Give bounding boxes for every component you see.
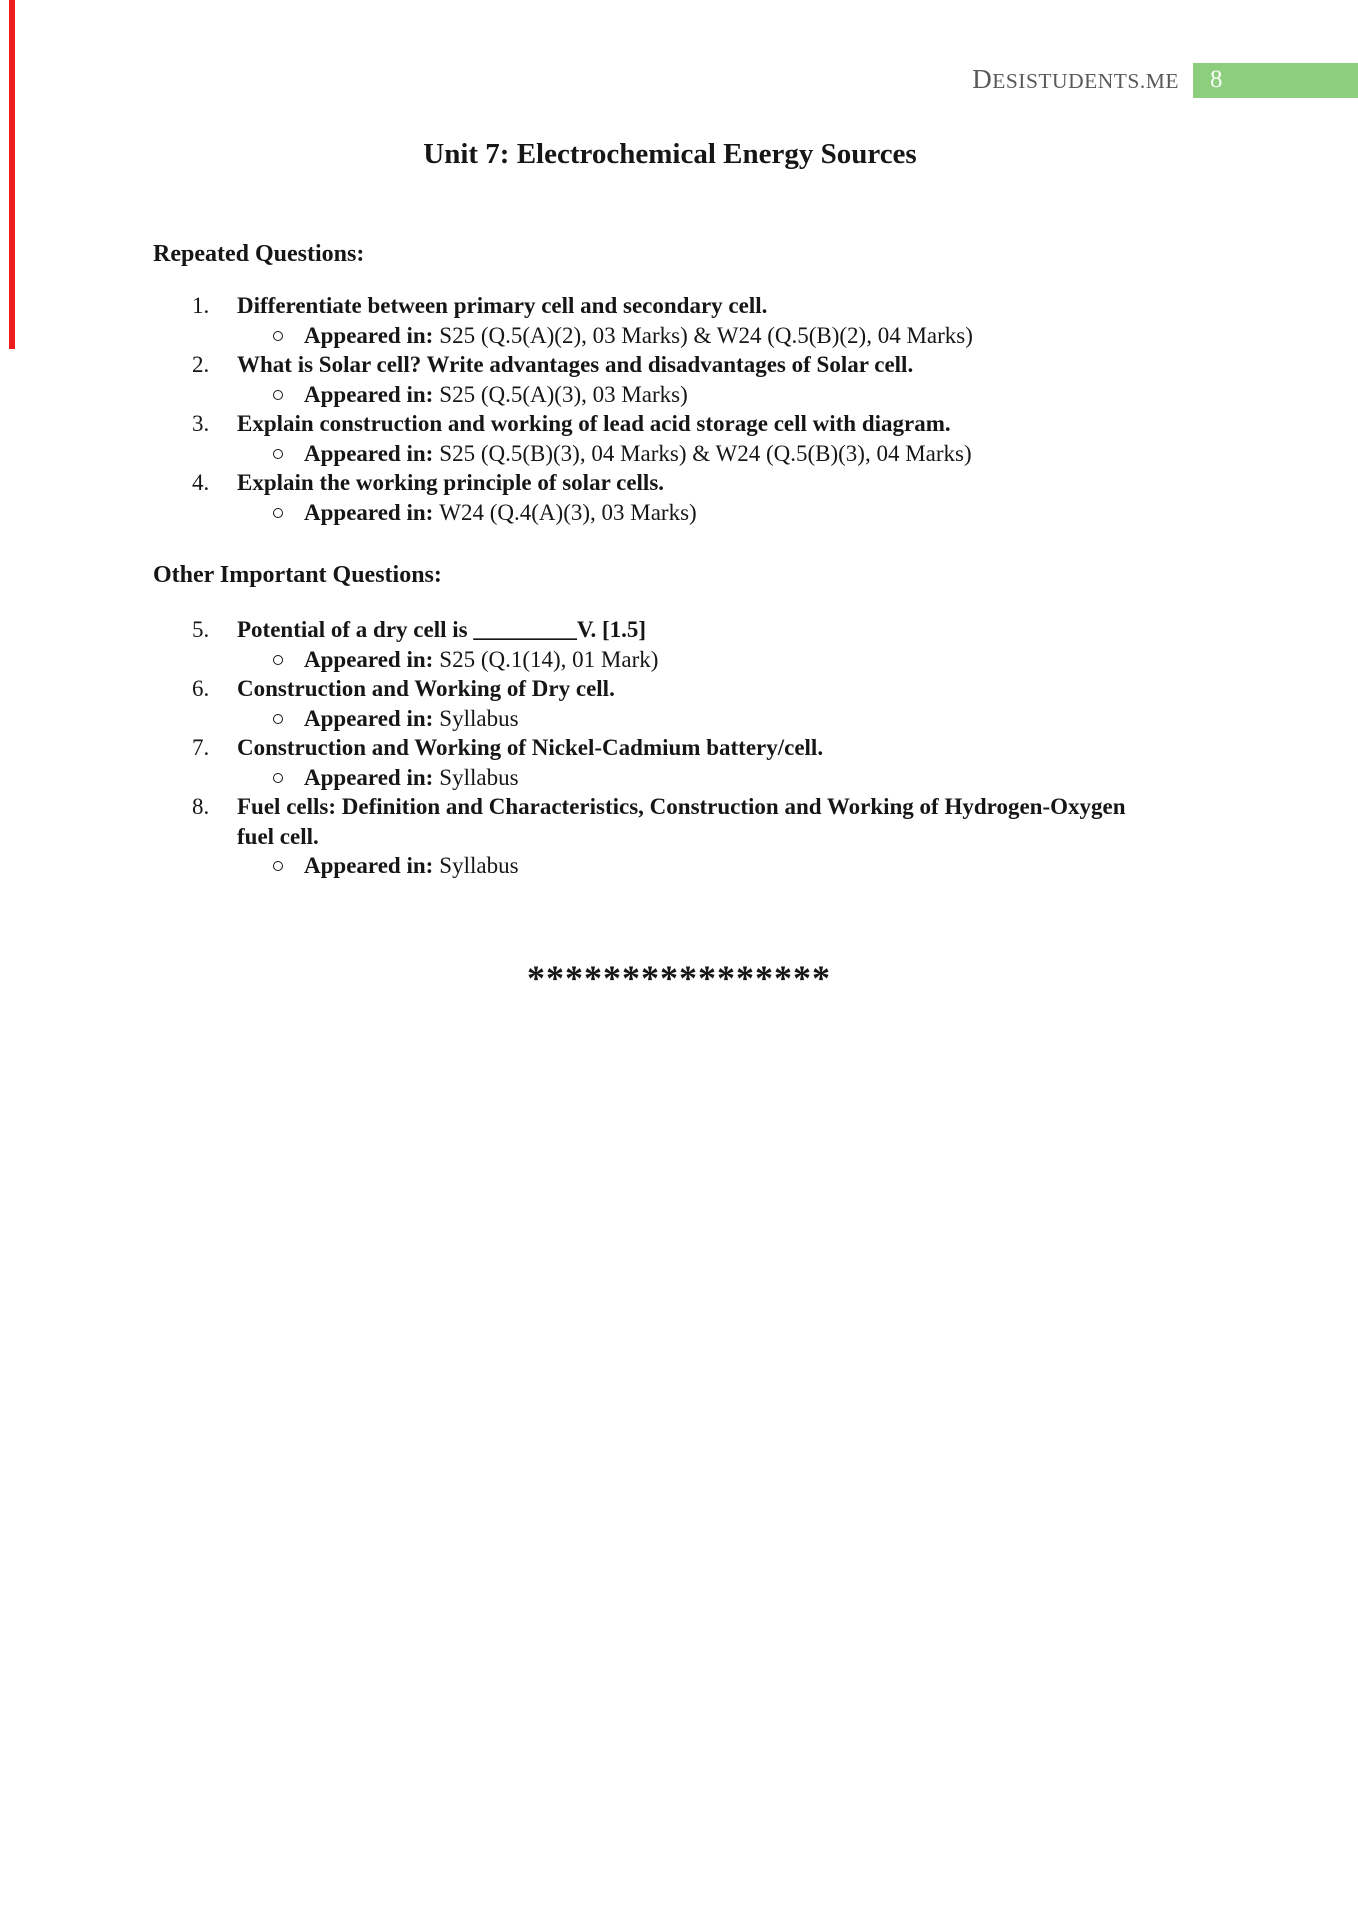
question-number: 1.	[192, 293, 210, 318]
appeared-line	[153, 851, 1145, 881]
question-item	[153, 350, 1145, 380]
appeared-label: Appeared in:	[304, 646, 434, 672]
question-item	[153, 615, 1145, 645]
question-number: 4.	[192, 470, 210, 495]
appeared-label: Appeared in:	[304, 499, 434, 525]
question-item	[153, 674, 1145, 704]
question-number: 2.	[192, 352, 210, 377]
appeared-line	[153, 498, 1145, 528]
question-number: 8.	[192, 794, 210, 819]
circle-bullet-icon	[273, 773, 283, 783]
site-name: DESISTUDENTS.ME	[972, 64, 1179, 94]
circle-bullet-icon	[273, 390, 283, 400]
appeared-label: Appeared in:	[304, 381, 434, 407]
appeared-value: W24 (Q.4(A)(3), 03 Marks)	[439, 499, 697, 525]
circle-bullet-icon	[273, 861, 283, 871]
appeared-value: S25 (Q.5(B)(3), 04 Marks) & W24 (Q.5(B)(3), 04 Marks)	[439, 440, 972, 466]
other-questions-list	[153, 615, 1145, 881]
appeared-label: Appeared in:	[304, 440, 434, 466]
question-number: 5.	[192, 617, 210, 642]
question-text: Fuel cells: Definition and Characteristics, Construction and Working of Hydrogen-Oxygen fuel cell.	[237, 794, 1126, 849]
question-item	[153, 733, 1145, 763]
repeated-questions-list	[153, 291, 1145, 527]
appeared-value: S25 (Q.5(A)(3), 03 Marks)	[439, 381, 688, 407]
question-item	[153, 409, 1145, 439]
page-header	[0, 63, 1358, 98]
appeared-value: Syllabus	[439, 705, 519, 731]
red-margin-line	[9, 0, 15, 349]
circle-bullet-icon	[273, 714, 283, 724]
question-text: Construction and Working of Nickel-Cadmium battery/cell.	[237, 735, 824, 760]
question-text: Potential of a dry cell is _________V. [1.5]	[237, 617, 647, 642]
appeared-value: S25 (Q.1(14), 01 Mark)	[439, 646, 659, 672]
question-number: 7.	[192, 735, 210, 760]
circle-bullet-icon	[273, 508, 283, 518]
page-number-badge: 8	[1193, 63, 1358, 98]
question-number: 6.	[192, 676, 210, 701]
appeared-line	[153, 439, 1145, 469]
appeared-line	[153, 321, 1145, 351]
appeared-line	[153, 763, 1145, 793]
question-text: Explain the working principle of solar cells.	[237, 470, 665, 495]
question-text: Explain construction and working of lead acid storage cell with diagram.	[237, 411, 951, 436]
section-heading-repeated: Repeated Questions:	[153, 241, 365, 267]
question-text: Differentiate between primary cell and secondary cell.	[237, 293, 768, 318]
circle-bullet-icon	[273, 449, 283, 459]
page-title: Unit 7: Electrochemical Energy Sources	[423, 138, 917, 170]
appeared-value: Syllabus	[439, 853, 519, 878]
question-text: What is Solar cell? Write advantages and disadvantages of Solar cell.	[237, 352, 914, 377]
appeared-label: Appeared in:	[304, 705, 434, 731]
appeared-label: Appeared in:	[304, 322, 434, 348]
appeared-label: Appeared in:	[304, 853, 434, 878]
question-item	[153, 468, 1145, 498]
document-body	[153, 240, 1145, 881]
section-heading-other: Other Important Questions:	[153, 562, 442, 588]
question-item	[153, 291, 1145, 321]
circle-bullet-icon	[273, 655, 283, 665]
circle-bullet-icon	[273, 331, 283, 341]
question-text: Construction and Working of Dry cell.	[237, 676, 615, 701]
appeared-value: S25 (Q.5(A)(2), 03 Marks) & W24 (Q.5(B)(2), 04 Marks)	[439, 322, 973, 348]
asterisk-divider: ****************	[527, 958, 831, 998]
appeared-value: Syllabus	[439, 764, 519, 790]
appeared-line	[153, 704, 1145, 734]
appeared-line	[153, 645, 1145, 675]
appeared-label: Appeared in:	[304, 764, 434, 790]
question-number: 3.	[192, 411, 210, 436]
question-item	[153, 792, 1145, 851]
appeared-line	[153, 380, 1145, 410]
